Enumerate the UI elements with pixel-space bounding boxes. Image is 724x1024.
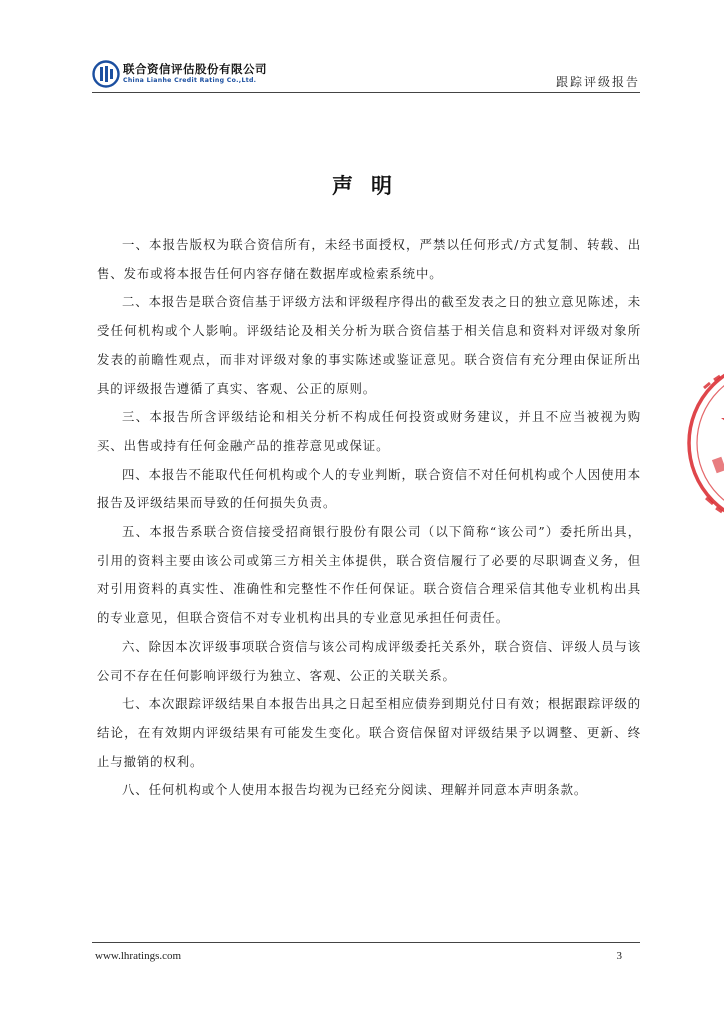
statement-body xyxy=(97,231,641,805)
statement-paragraph-7: 七、本次跟踪评级结果自本报告出具之日起至相应债券到期兑付日有效；根据跟踪评级的结论，在有效期内评级结果有可能发生变化。联合资信保留对评级结果予以调整、更新、终止与撤销的权利。 xyxy=(97,696,641,769)
page-header xyxy=(92,58,640,92)
report-type-label: 跟踪评级报告 xyxy=(555,75,640,89)
company-seal-stamp xyxy=(676,348,724,538)
footer-website: www.lhratings.com xyxy=(95,950,182,962)
statement-paragraph-4: 四、本报告不能取代任何机构或个人的专业判断，联合资信不对任何机构或个人因使用本报告及评级结果而导致的任何损失负责。 xyxy=(97,466,641,511)
lianhe-logo-icon xyxy=(92,60,120,88)
statement-paragraph-5: 五、本报告系联合资信接受招商银行股份有限公司（以下简称“该公司”）委托所出具，引用的资料主要由该公司或第三方相关主体提供，联合资信履行了必要的尽职调查义务，但对引用资料的真实性、准确性和完整性不作任何保证。联合资信合理采信其他专业机构出具的专业意见，但联合资信不对专业机构出具的专业意见承担任何责任。 xyxy=(97,524,641,626)
header-divider xyxy=(92,92,640,93)
logo-company-name-en: China Lianhe Credit Rating Co.,Ltd. xyxy=(123,77,257,84)
statement-paragraph-2: 二、本报告是联合资信基于评级方法和评级程序得出的截至发表之日的独立意见陈述，未受任何机构或个人影响。评级结论及相关分析为联合资信基于相关信息和资料对评级对象所发表的前瞻性观点，而非对评级对象的事实陈述或鉴证意见。联合资信有充分理由保证所出具的评级报告遵循了真实、客观、公正的原则。 xyxy=(97,294,641,396)
statement-paragraph-3: 三、本报告所含评级结论和相关分析不构成任何投资或财务建议，并且不应当被视为购买、出售或持有任何金融产品的推荐意见或保证。 xyxy=(97,409,641,453)
company-logo xyxy=(92,60,282,88)
statement-paragraph-6: 六、除因本次评级事项联合资信与该公司构成评级委托关系外，联合资信、评级人员与该公司不存在任何影响评级行为独立、客观、公正的关联关系。 xyxy=(97,638,641,683)
page-title: 声明 xyxy=(332,173,410,198)
statement-paragraph-1: 一、本报告版权为联合资信所有，未经书面授权，严禁以任何形式/方式复制、转载、出售、发布或将本报告任何内容存储在数据库或检索系统中。 xyxy=(97,237,641,281)
logo-company-name-cn: 联合资信评估股份有限公司 xyxy=(123,62,267,76)
page-number: 3 xyxy=(616,950,622,962)
footer-divider xyxy=(92,942,640,943)
statement-paragraph-8: 八、任何机构或个人使用本报告均视为已经充分阅读、理解并同意本声明条款。 xyxy=(122,782,588,798)
